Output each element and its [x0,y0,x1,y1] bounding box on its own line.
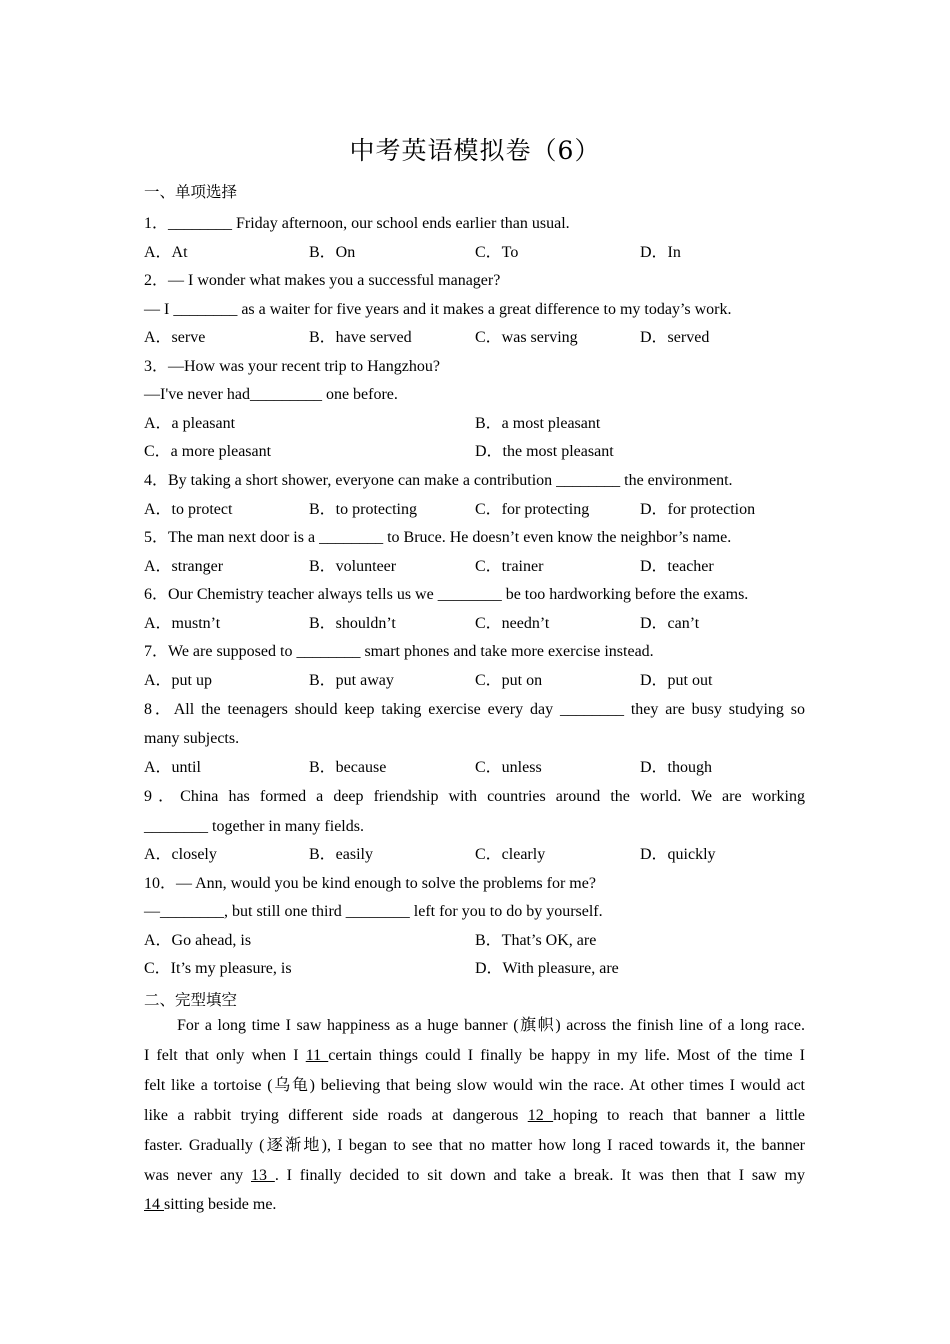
blank-14: 14 [144,1196,164,1213]
cloze-line-4: like a rabbit trying different side roads at dangerous 12 hoping to reach that banner a little [144,1107,806,1124]
q1-option-c: C．To [475,244,519,261]
q9-option-c: C．clearly [475,846,546,863]
question-8-stem-line2: many subjects. [144,730,240,747]
question-1-stem: 1．________ Friday afternoon, our school ends earlier than usual. [144,215,570,232]
question-6-stem: 6．Our Chemistry teacher always tells us we ________ be too hardworking before the exams. [144,586,749,603]
q4-option-c: C．for protecting [475,501,590,518]
question-7-stem: 7．We are supposed to ________ smart phones and take more exercise instead. [144,643,654,660]
q2-option-b: B．have served [309,329,412,346]
cloze-line-3: felt like a tortoise (乌龟) believing that being slow would win the race. At other times I would act [144,1077,805,1094]
q3-option-a: A．a pleasant [144,415,236,432]
cloze-line-7: 14 sitting beside me. [144,1196,277,1213]
q7-option-a: A．put up [144,672,213,689]
q5-option-d: D．teacher [640,558,714,575]
q9-option-a: A．closely [144,846,217,863]
cloze-line-2: I felt that only when I 11 certain things could I finally be happy in my life. Most of the time I [144,1047,806,1064]
q4-option-a: A．to protect [144,501,233,518]
q2-option-a: A．serve [144,329,206,346]
q8-option-d: D．though [640,759,713,776]
cloze-line-1: For a long time I saw happiness as a huge banner (旗帜) across the finish line of a long race. [177,1017,805,1034]
q10-option-d: D．With pleasure, are [475,960,619,977]
section-heading-cloze: 二、完型填空 [144,991,238,1009]
q2-option-d: D．served [640,329,710,346]
q9-option-b: B．easily [309,846,373,863]
cloze-line-6: was never any 13 . I finally decided to sit down and take a break. It was then that I saw my [144,1167,805,1184]
q8-option-a: A．until [144,759,201,776]
page-title: 中考英语模拟卷（6） [349,136,601,165]
section-heading-multiple-choice: 一、单项选择 [144,183,238,201]
q6-option-c: C．needn’t [475,615,550,632]
question-2-stem-line2: — I ________ as a waiter for five years and it makes a great difference to my today’s work. [144,301,732,318]
blank-13: 13 [250,1167,275,1184]
question-4-stem: 4．By taking a short shower, everyone can make a contribution ________ the environment. [144,472,733,489]
q1-option-a: A．At [144,244,188,261]
q5-option-c: C．trainer [475,558,544,575]
question-10-stem: 10．— Ann, would you be kind enough to solve the problems for me? [144,875,596,892]
q9-option-d: D．quickly [640,846,716,863]
q6-option-a: A．mustn’t [144,615,221,632]
q7-option-d: D．put out [640,672,713,689]
q2-option-c: C．was serving [475,329,578,346]
q3-option-c: C．a more pleasant [144,443,272,460]
q5-option-a: A．stranger [144,558,224,575]
question-3-stem-line2: —I've never had_________ one before. [144,386,398,403]
q10-option-a: A．Go ahead, is [144,932,252,949]
q4-option-b: B．to protecting [309,501,417,518]
q3-option-d: D．the most pleasant [475,443,614,460]
blank-11: 11 [305,1047,329,1064]
question-9-stem-line2: ________ together in many fields. [144,818,364,835]
question-5-stem: 5．The man next door is a ________ to Bruce. He doesn’t even know the neighbor’s name. [144,529,732,546]
question-8-stem: 8．All the teenagers should keep taking exercise every day ________ they are busy studying so [144,701,805,718]
q7-option-c: C．put on [475,672,543,689]
blank-12: 12 [527,1107,554,1124]
question-9-stem: 9．China has formed a deep friendship with countries around the world. We are working [144,788,805,805]
q6-option-d: D．can’t [640,615,700,632]
q5-option-b: B．volunteer [309,558,397,575]
cloze-line-5: faster. Gradually (逐渐地), I began to see that no matter how long I raced towards it, the banner [144,1137,805,1154]
q10-option-b: B．That’s OK, are [475,932,597,949]
q6-option-b: B．shouldn’t [309,615,396,632]
q8-option-b: B．because [309,759,387,776]
q7-option-b: B．put away [309,672,394,689]
q4-option-d: D．for protection [640,501,756,518]
q10-option-c: C．It’s my pleasure, is [144,960,292,977]
q3-option-b: B．a most pleasant [475,415,601,432]
question-2-stem: 2．— I wonder what makes you a successful manager? [144,272,501,289]
q8-option-c: C．unless [475,759,542,776]
q1-option-b: B．On [309,244,356,261]
question-3-stem: 3．—How was your recent trip to Hangzhou? [144,358,440,375]
question-10-stem-line2: —________, but still one third ________ left for you to do by yourself. [144,903,603,920]
q1-option-d: D．In [640,244,681,261]
